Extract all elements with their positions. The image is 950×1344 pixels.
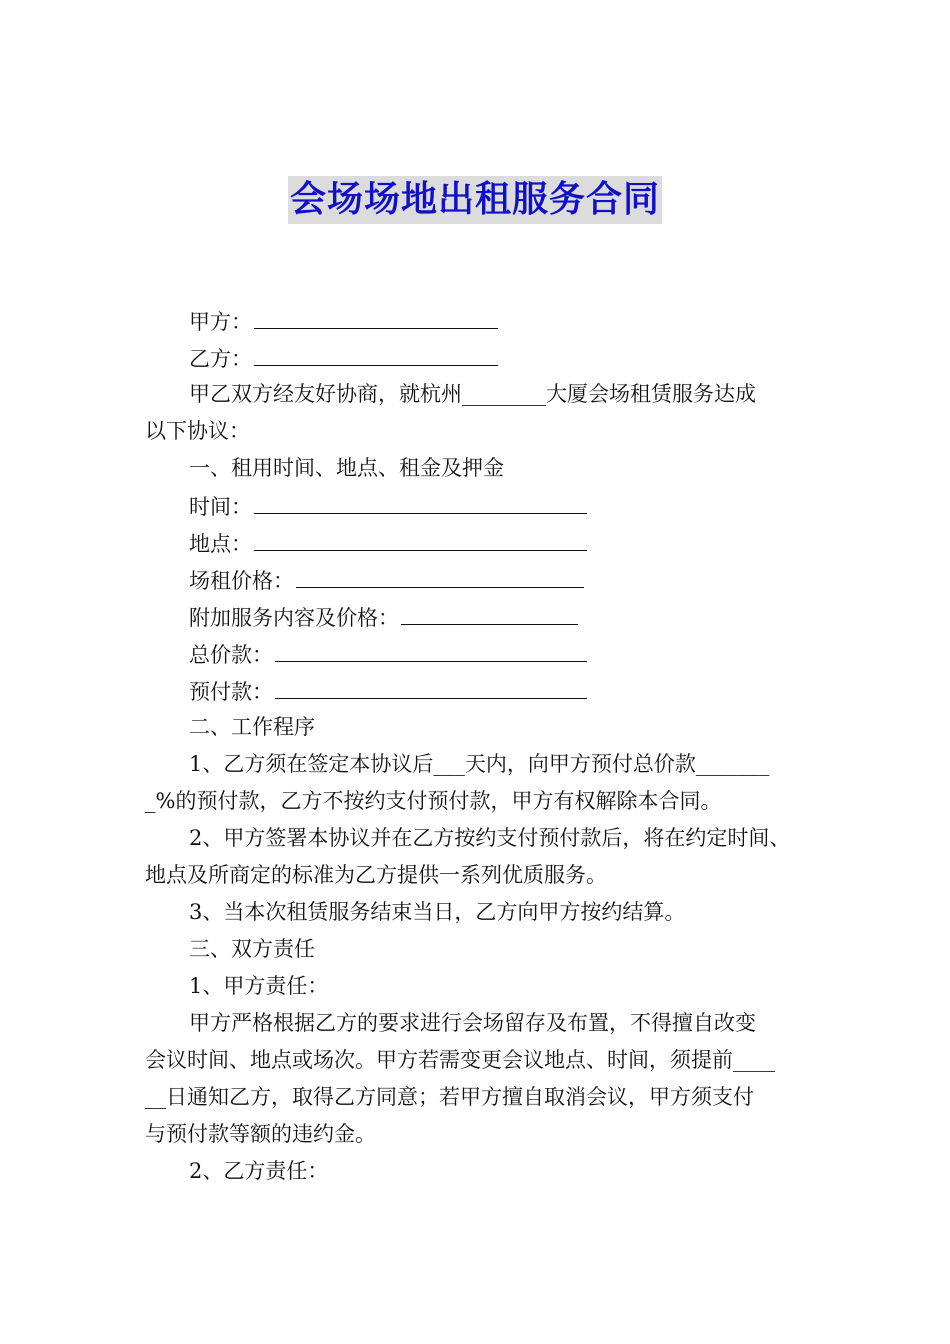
party-b-blank: [254, 339, 498, 366]
section3-item1-para-line1: 甲方严格根据乙方的要求进行会场留存及布置，不得擅自改变: [189, 1011, 756, 1035]
prepay-line: [145, 672, 825, 709]
intro-line-2: 以下协议：: [145, 419, 250, 443]
section3-item1-para-line4: 与预付款等额的违约金。: [145, 1122, 376, 1146]
party-a-label: 甲方：: [189, 310, 252, 334]
place-line: [145, 524, 825, 561]
rent-blank: [296, 561, 584, 588]
section2-item1-line2: _%的预付款，乙方不按约支付预付款，甲方有权解除本合同。: [145, 789, 722, 813]
rent-label: 场租价格：: [189, 569, 294, 593]
total-label: 总价款：: [189, 643, 273, 667]
extra-service-line: [145, 598, 825, 635]
section2-item2-line1: 2、甲方签署本协议并在乙方按约支付预付款后，将在约定时间、: [189, 826, 791, 850]
document-body: [145, 302, 825, 1190]
section3-item1-para-line2: 会议时间、地点或场次。甲方若需变更会议地点、时间，须提前____: [145, 1048, 775, 1072]
party-b-label: 乙方：: [189, 347, 252, 371]
section3-item2-heading: 2、乙方责任：: [189, 1159, 329, 1183]
extra-service-label: 附加服务内容及价格：: [189, 606, 399, 630]
document-title-text: 会场场地出租服务合同: [288, 176, 662, 224]
section3-item1-heading: 1、甲方责任：: [189, 974, 329, 998]
place-blank: [254, 524, 587, 551]
rent-line: [145, 561, 825, 598]
section1-heading: 一、租用时间、地点、租金及押金: [189, 456, 504, 480]
time-label: 时间：: [189, 495, 252, 519]
extra-service-blank: [401, 598, 578, 625]
section2-item3: 3、当本次租赁服务结束当日，乙方向甲方按约结算。: [189, 900, 686, 924]
document-title: [0, 176, 950, 224]
section2-heading: 二、工作程序: [189, 715, 315, 739]
party-a-blank: [254, 302, 498, 329]
total-blank: [275, 635, 587, 662]
party-a-line: [145, 302, 825, 339]
party-b-line: [145, 339, 825, 376]
time-blank: [254, 487, 587, 514]
section2-item2-line2: 地点及所商定的标准为乙方提供一系列优质服务。: [145, 863, 607, 887]
intro-line-1: 甲乙双方经友好协商，就杭州________大厦会场租赁服务达成: [189, 382, 756, 406]
section3-heading: 三、双方责任: [189, 937, 315, 961]
prepay-blank: [275, 672, 587, 699]
place-label: 地点：: [189, 532, 252, 556]
prepay-label: 预付款：: [189, 680, 273, 704]
time-line: [145, 487, 825, 524]
section2-item1-line1: 1、乙方须在签定本协议后___天内，向甲方预付总价款_______: [189, 752, 770, 776]
total-line: [145, 635, 825, 672]
section3-item1-para-line3: __日通知乙方，取得乙方同意；若甲方擅自取消会议，甲方须支付: [145, 1085, 754, 1109]
